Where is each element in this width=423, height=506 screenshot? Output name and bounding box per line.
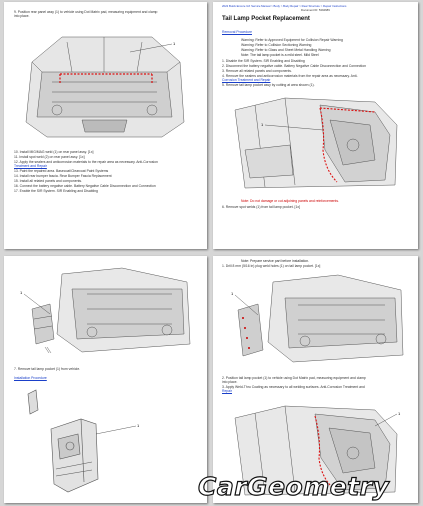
rear-panel-figure xyxy=(12,22,197,142)
step-3-weld-thru: 3. Apply Weld-Thru Coating as necessary to all welding surfaces. Anti-Corrosion Treatment and xyxy=(222,385,365,389)
step-9-cont: into place. xyxy=(14,14,30,18)
tail-lamp-pocket-part-figure xyxy=(26,384,156,496)
svg-text:1: 1 xyxy=(231,291,234,296)
page-3 xyxy=(4,256,207,503)
step-2-position-cont: into place. xyxy=(222,380,238,384)
step-7: 7. Remove tail lamp pocket (1) from vehicle. xyxy=(14,367,81,371)
step-13: 13. Paint the repaired area. Basecoat/Clearcoat Paint Systems xyxy=(14,169,109,173)
step-3-link[interactable]: Repair xyxy=(222,389,232,393)
tail-lamp-pocket-cut-figure xyxy=(225,90,405,195)
part-label: 1 xyxy=(137,423,140,428)
page-title: Tail Lamp Pocket Replacement xyxy=(222,16,310,22)
note-prepare: Note: Prepare service part before installation. xyxy=(241,259,310,263)
document-id: Document ID: 5394689 xyxy=(301,8,330,12)
step-4: 4. Remove the sealers and anticorrosion materials from the repair area as necessary. Anti- xyxy=(222,74,358,78)
step-10: 10. Install MIG/MAG weld (1) on rear panel assy. [1x] xyxy=(14,150,94,154)
step-12: 12. Apply the sealers and anticorrosion materials to the repair area as necessary. Anti-Corrosion xyxy=(14,160,158,164)
warning-1: Warning: Refer to Approved Equipment for Collision Repair Warning xyxy=(241,38,343,42)
step-12-link[interactable]: Treatment and Repair xyxy=(14,164,47,168)
step-1-drill: 1. Drill 8 mm (5/16 in) plug weld holes (1) on tail lamp pocket. [1x] xyxy=(222,264,321,268)
step-15: 15. Install all related panels and components. xyxy=(14,179,83,183)
svg-text:1: 1 xyxy=(398,411,401,416)
warning-2: Warning: Refer to Collision Sectioning Warning xyxy=(241,43,312,47)
step-4-link[interactable]: Corrosion Treatment and Repair xyxy=(222,78,271,82)
step-6: 6. Remove spot welds (1) from tail lamp pocket. [1x] xyxy=(222,205,301,209)
callout-1: 1 xyxy=(20,290,23,295)
step-1: 1. Disable the SIR System. SIR Enabling and Disabling xyxy=(222,59,305,63)
step-5: 5. Remove tail lamp pocket assy by cutting at area shown (1). xyxy=(222,83,315,87)
tail-lamp-pocket-removal-figure xyxy=(12,264,197,359)
svg-text:1: 1 xyxy=(173,41,176,46)
page-2 xyxy=(213,2,418,249)
cargeometry-watermark-logo: CarGeometry xyxy=(198,472,390,501)
step-9: 9. Position rear panel assy (1) to vehicle using Dot Matrix pad, measuring equipment and clamp xyxy=(14,10,158,14)
breadcrumb[interactable]: 2022 Buick Encore GX Service Manual > Body > Body Repair > Rear Structure > Repair Instructions xyxy=(222,4,347,8)
page-4 xyxy=(213,256,418,503)
step-2: 2. Disconnect the battery negative cable. Battery Negative Cable Disconnection and Connection xyxy=(222,64,366,68)
svg-text:1: 1 xyxy=(261,122,264,127)
section-installation[interactable]: Installation Procedure xyxy=(14,376,47,380)
step-11: 11. Install spot weld (2) on rear panel assy. [1x] xyxy=(14,155,85,159)
page-1 xyxy=(4,2,207,249)
step-17: 17. Enable the SIR System. SIR Enabling and Disabling xyxy=(14,189,98,193)
section-removal[interactable]: Removal Procedure xyxy=(222,30,252,34)
note-mild-steel: Note: The tail lamp pocket is a mild steel. Mild Steel xyxy=(241,53,319,57)
step-14: 14. Install rear bumper fascia. Rear Bumper Fascia Replacement xyxy=(14,174,112,178)
note-do-not-damage: Note: Do not damage or cut adjoining panels and reinforcements. xyxy=(241,199,340,203)
step-2-position: 2. Position tail lamp pocket (1) to vehicle using Dot Matrix pad, measuring equipment and clamp xyxy=(222,376,366,380)
plug-weld-holes-figure xyxy=(223,270,408,370)
step-3: 3. Remove all related panels and components. xyxy=(222,69,292,73)
step-16: 16. Connect the battery negative cable. Battery Negative Cable Disconnection and Connection xyxy=(14,184,156,188)
warning-3: Warning: Refer to Glass and Sheet Metal Handling Warning xyxy=(241,48,331,52)
